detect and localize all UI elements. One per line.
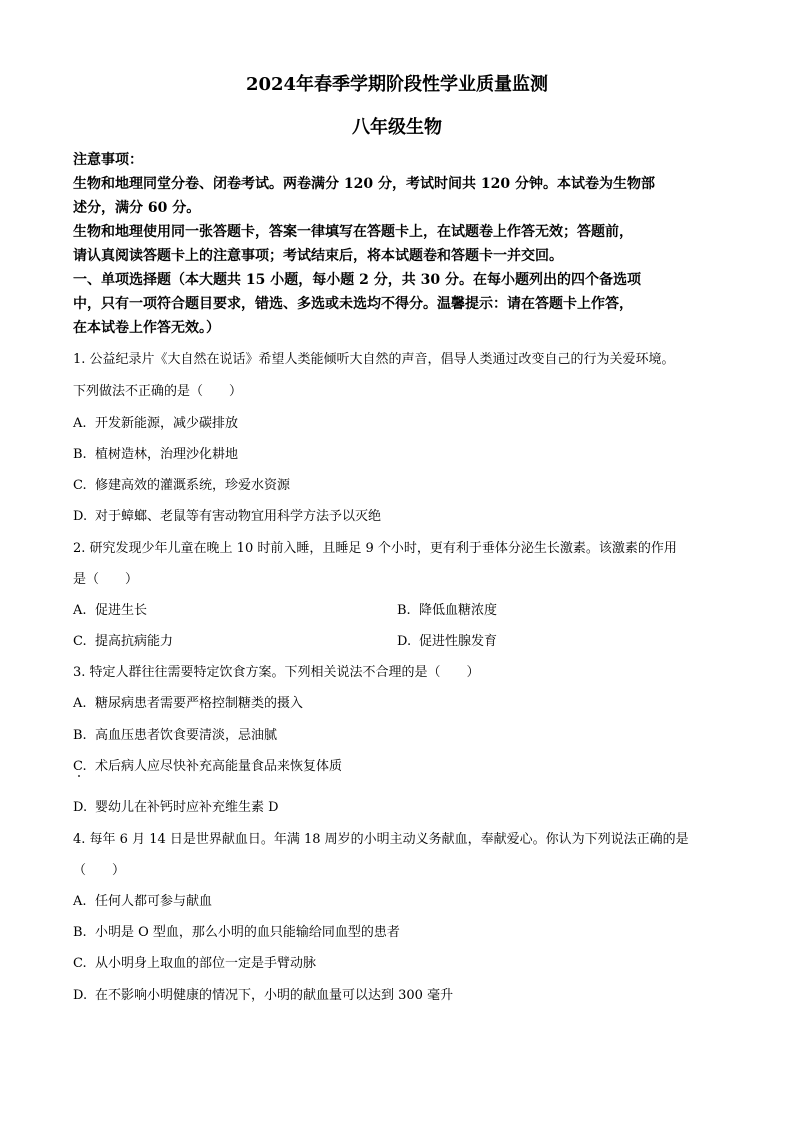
exam-title: 2024年春季学期阶段性学业质量监测 xyxy=(245,74,549,95)
question-4-option-a[interactable]: A. 任何人都可参与献血 xyxy=(73,894,213,909)
question-1-option-b[interactable]: B. 植树造林，治理沙化耕地 xyxy=(73,447,239,462)
question-3-stem: 3. 特定人群往往需要特定饮食方案。下列相关说法不合理的是（ ） xyxy=(73,665,480,680)
question-2-option-c[interactable]: C. 提高抗病能力 xyxy=(73,634,174,649)
question-1-option-c[interactable]: C. 修建高效的灌溉系统，珍爱水资源 xyxy=(73,478,291,493)
question-3-option-b[interactable]: B. 高血压患者饮食要清淡，忌油腻 xyxy=(73,728,278,743)
question-2-option-b[interactable]: B. 降低血糖浓度 xyxy=(397,603,498,618)
question-4-option-c[interactable]: C. 从小明身上取血的部位一定是手臂动脉 xyxy=(73,956,317,971)
question-1-option-a[interactable]: A. 开发新能源，减少碳排放 xyxy=(73,416,239,431)
notice-line: 述分，满分 60 分。 xyxy=(73,200,201,216)
section-heading-line: 在本试卷上作答无效。） xyxy=(73,320,220,336)
question-4-stem: （ ） xyxy=(73,863,126,878)
notice-line: 生物和地理同堂分卷、闭卷考试。两卷满分 120 分，考试时间共 120 分钟。本试卷为生物部 xyxy=(73,176,655,192)
question-1-option-d[interactable]: D. 对于蟑螂、老鼠等有害动物宜用科学方法予以灭绝 xyxy=(73,509,382,524)
notice-line: 请认真阅读答题卡上的注意事项；考试结束后，将本试题卷和答题卡一并交回。 xyxy=(73,248,563,264)
question-2-option-d[interactable]: D. 促进性腺发育 xyxy=(397,634,498,649)
question-1-stem: 下列做法不正确的是（ ） xyxy=(73,384,243,399)
question-2-stem: 是（ ） xyxy=(73,572,139,587)
section-heading-line: 一、单项选择题（本大题共 15 小题，每小题 2 分，共 30 分。在每小题列出的四个备选项 xyxy=(73,272,641,288)
question-4-option-d[interactable]: D. 在不影响小明健康的情况下，小明的献血量可以达到 300 毫升 xyxy=(73,988,454,1003)
scan-dot xyxy=(78,775,80,777)
question-4-option-b[interactable]: B. 小明是 O 型血，那么小明的血只能输给同血型的患者 xyxy=(73,925,400,940)
notice-block xyxy=(73,148,723,340)
question-2-option-a[interactable]: A. 促进生长 xyxy=(73,603,148,618)
question-3-option-c[interactable]: C. 术后病人应尽快补充高能量食品来恢复体质 xyxy=(73,759,343,774)
exam-subtitle: 八年级生物 xyxy=(352,117,442,138)
question-2-stem: 2. 研究发现少年儿童在晚上 10 时前入睡，且睡足 9 个小时，更有利于垂体分泌生长激素。该激素的作用 xyxy=(73,541,677,556)
question-3-option-d[interactable]: D. 婴幼儿在补钙时应补充维生素 D xyxy=(73,800,279,815)
notice-heading: 注意事项： xyxy=(73,152,143,168)
notice-line: 生物和地理使用同一张答题卡，答案一律填写在答题卡上，在试题卷上作答无效；答题前， xyxy=(73,224,633,240)
question-1-stem: 1. 公益纪录片《大自然在说话》希望人类能倾听大自然的声音，倡导人类通过改变自己的行为关爱环境。 xyxy=(73,352,675,367)
question-4-stem: 4. 每年 6 月 14 日是世界献血日。年满 18 周岁的小明主动义务献血，奉献爱心。你认为下列说法正确的是 xyxy=(73,832,689,847)
question-3-option-a[interactable]: A. 糖尿病患者需要严格控制糖类的摄入 xyxy=(73,696,304,711)
section-heading-line: 中，只有一项符合题目要求，错选、多选或未选均不得分。温馨提示：请在答题卡上作答， xyxy=(73,296,633,312)
